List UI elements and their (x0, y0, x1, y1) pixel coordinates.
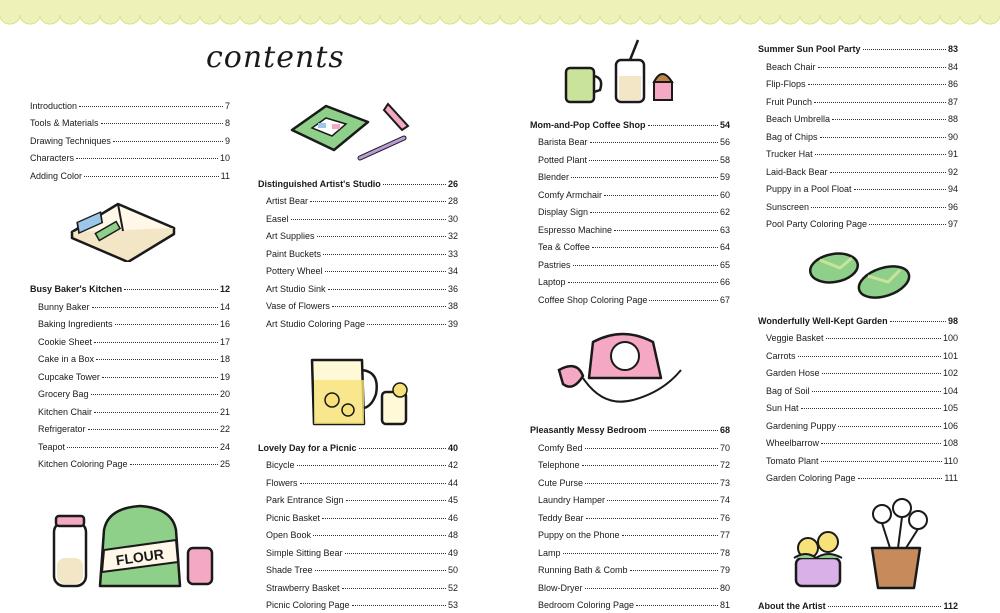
toc-entry[interactable]: Comfy Bed 70 (538, 443, 730, 453)
toc-section-heading[interactable]: Pleasantly Messy Bedroom 68 (530, 425, 730, 435)
toc-entry[interactable]: Cute Purse 73 (538, 478, 730, 488)
toc-entry[interactable]: Lamp 78 (538, 548, 730, 558)
toc-entry[interactable]: Pottery Wheel 34 (266, 266, 458, 276)
toc-entry[interactable]: Cookie Sheet 17 (38, 337, 230, 347)
toc-entry[interactable]: Strawberry Basket 52 (266, 583, 458, 593)
coffee-drinks-illustration (562, 38, 687, 106)
toc-entry[interactable]: Blender 59 (538, 172, 730, 182)
toc-entry[interactable]: Teddy Bear 76 (538, 513, 730, 523)
toc-entry[interactable]: Garden Hose 102 (766, 368, 958, 378)
toc-entry[interactable]: Kitchen Chair 21 (38, 407, 230, 417)
scallop-arc (960, 15, 980, 24)
toc-entry[interactable]: Art Studio Coloring Page 39 (266, 319, 458, 329)
toc-entry[interactable]: Veggie Basket 100 (766, 333, 958, 343)
toc-entry[interactable]: Comfy Armchair 60 (538, 190, 730, 200)
toc-entry[interactable]: Bag of Soil 104 (766, 386, 958, 396)
toc-entry[interactable]: Drawing Techniques 9 (30, 136, 230, 146)
toc-entry[interactable]: Paint Buckets 33 (266, 249, 458, 259)
toc-section-heading[interactable]: Mom-and-Pop Coffee Shop 54 (530, 120, 730, 130)
toc-entry[interactable]: Puppy in a Pool Float 94 (766, 184, 958, 194)
toc-entry[interactable]: Running Bath & Comb 79 (538, 565, 730, 575)
scallop-arc (480, 15, 500, 24)
toc-entry[interactable]: Gardening Puppy 106 (766, 421, 958, 431)
toc-entry[interactable]: Barista Bear 56 (538, 137, 730, 147)
toc-entry[interactable]: Art Supplies 32 (266, 231, 458, 241)
toc-entry[interactable]: Garden Coloring Page 111 (766, 473, 958, 483)
toc-entry[interactable]: Pool Party Coloring Page 97 (766, 219, 958, 229)
scallop-arc (240, 15, 260, 24)
toc-entry[interactable]: Tomato Plant 110 (766, 456, 958, 466)
toc-section-heading[interactable]: Summer Sun Pool Party 83 (758, 44, 958, 54)
toc-entry[interactable]: Carrots 101 (766, 351, 958, 361)
toc-entry[interactable]: Tools & Materials 8 (30, 118, 230, 128)
toc-entry[interactable]: Potted Plant 58 (538, 155, 730, 165)
toc-entry[interactable]: Puppy on the Phone 77 (538, 530, 730, 540)
lemonade-pitcher-illustration (302, 350, 412, 430)
toc-entry[interactable]: Picnic Coloring Page 53 (266, 600, 458, 610)
scallop-arc (0, 15, 20, 24)
toc-entry[interactable]: Laid-Back Bear 92 (766, 167, 958, 177)
toc-entry[interactable]: Characters 10 (30, 153, 230, 163)
page-title: contents (206, 40, 345, 75)
rotary-telephone-illustration (553, 320, 693, 410)
flip-flops-illustration (806, 246, 916, 301)
toc-entry[interactable]: Display Sign 62 (538, 207, 730, 217)
toc-entry[interactable]: Laundry Hamper 74 (538, 495, 730, 505)
toc-entry[interactable]: Open Book 48 (266, 530, 458, 540)
toc-entry[interactable]: Artist Bear 28 (266, 196, 458, 206)
toc-entry[interactable]: Pastries 65 (538, 260, 730, 270)
toc-entry[interactable]: Bunny Baker 14 (38, 302, 230, 312)
flour-label: FLOUR (114, 545, 165, 569)
toc-entry[interactable]: Trucker Hat 91 (766, 149, 958, 159)
toc-section-heading[interactable]: Wonderfully Well-Kept Garden 98 (758, 316, 958, 326)
toc-entry[interactable]: Picnic Basket 46 (266, 513, 458, 523)
scallop-arc (980, 15, 1000, 24)
toc-entry[interactable]: Simple Sitting Bear 49 (266, 548, 458, 558)
flower-pots-illustration (786, 498, 936, 593)
toc-entry[interactable]: Park Entrance Sign 45 (266, 495, 458, 505)
toc-section-heading[interactable]: About the Artist 112 (758, 601, 958, 611)
toc-entry[interactable]: Vase of Flowers 38 (266, 301, 458, 311)
toc-entry[interactable]: Shade Tree 50 (266, 565, 458, 575)
toc-entry[interactable]: Coffee Shop Coloring Page 67 (538, 295, 730, 305)
toc-section-heading[interactable]: Busy Baker's Kitchen 12 (30, 284, 230, 294)
scallop-arc (500, 15, 520, 24)
toc-entry[interactable]: Laptop 66 (538, 277, 730, 287)
toc-entry[interactable]: Blow-Dryer 80 (538, 583, 730, 593)
toc-entry[interactable]: Cake in a Box 18 (38, 354, 230, 364)
toc-entry[interactable]: Wheelbarrow 108 (766, 438, 958, 448)
paint-palette-illustration (288, 100, 423, 164)
toc-entry[interactable]: Beach Chair 84 (766, 62, 958, 72)
toc-entry[interactable]: Teapot 24 (38, 442, 230, 452)
toc-entry[interactable]: Art Studio Sink 36 (266, 284, 458, 294)
toc-section-heading[interactable]: Lovely Day for a Picnic 40 (258, 443, 458, 453)
scallop-arc (740, 15, 760, 24)
toc-entry[interactable]: Espresso Machine 63 (538, 225, 730, 235)
toc-entry[interactable]: Cupcake Tower 19 (38, 372, 230, 382)
toc-entry[interactable]: Bag of Chips 90 (766, 132, 958, 142)
toc-entry[interactable]: Fruit Punch 87 (766, 97, 958, 107)
toc-entry[interactable]: Flowers 44 (266, 478, 458, 488)
toc-entry[interactable]: Easel 30 (266, 214, 458, 224)
toc-entry[interactable]: Telephone 72 (538, 460, 730, 470)
scallop-arc (460, 15, 480, 24)
toc-entry[interactable]: Adding Color 11 (30, 171, 230, 181)
toc-entry[interactable]: Baking Ingredients 16 (38, 319, 230, 329)
toc-entry[interactable]: Sun Hat 105 (766, 403, 958, 413)
toc-entry[interactable]: Bedroom Coloring Page 81 (538, 600, 730, 610)
toc-entry[interactable]: Introduction 7 (30, 101, 230, 111)
toc-entry[interactable]: Refrigerator 22 (38, 424, 230, 434)
toc-entry[interactable]: Beach Umbrella 88 (766, 114, 958, 124)
toc-entry[interactable]: Flip-Flops 86 (766, 79, 958, 89)
toc-entry[interactable]: Grocery Bag 20 (38, 389, 230, 399)
toc-entry[interactable]: Bicycle 42 (266, 460, 458, 470)
toc-section-heading[interactable]: Distinguished Artist's Studio 26 (258, 179, 458, 189)
flour-jars-illustration (48, 500, 218, 595)
open-book-illustration (66, 198, 186, 262)
toc-column-2 (258, 0, 458, 613)
toc-entry[interactable]: Kitchen Coloring Page 25 (38, 459, 230, 469)
toc-entry[interactable]: Sunscreen 96 (766, 202, 958, 212)
toc-entry[interactable]: Tea & Coffee 64 (538, 242, 730, 252)
